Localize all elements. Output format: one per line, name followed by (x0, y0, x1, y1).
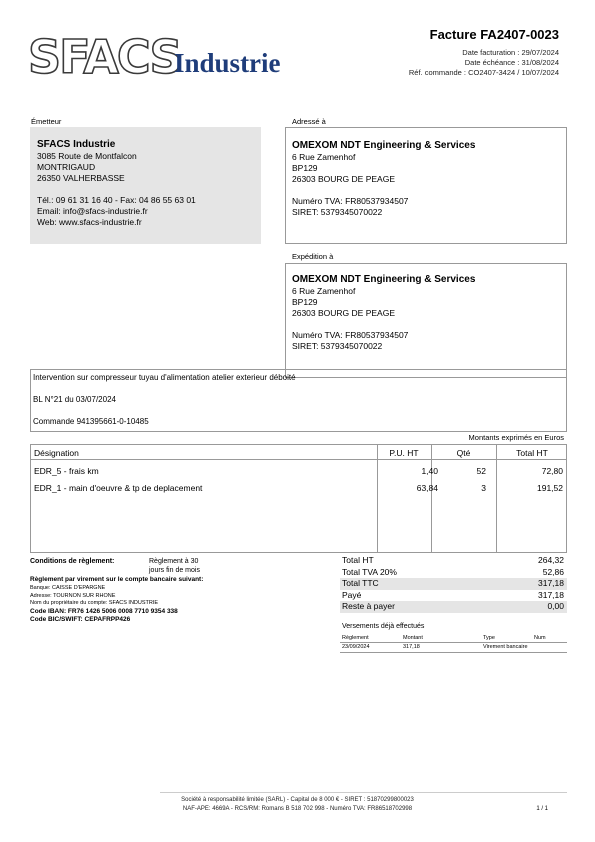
recipient-name: OMEXOM NDT Engineering & Services (292, 140, 476, 151)
invoice-meta (409, 48, 559, 78)
conditions-label: Conditions de règlement: (30, 558, 115, 565)
row-quantity: 52 (476, 466, 486, 476)
total-value: 317,18 (538, 578, 564, 588)
notes-box (30, 369, 567, 432)
emetteur-address-line: 3085 Route de Montfalcon (37, 151, 137, 161)
bic: Code BIC/SWIFT: CEPAFRPP426 (30, 615, 131, 623)
emetteur-address-line: 26350 VALHERBASSE (37, 173, 125, 183)
total-ttc-row (340, 578, 567, 590)
shipping-name: OMEXOM NDT Engineering & Services (292, 274, 476, 285)
row-total: 72,80 (541, 466, 563, 476)
account-owner: Nom du propriétaire du compte: SFACS INDUSTRIE (30, 600, 159, 606)
order-note: Commande 941395661-0-10485 (33, 417, 149, 426)
shipping-siret: SIRET: 5379345070022 (292, 341, 383, 351)
row-quantity: 3 (481, 483, 486, 493)
payment-type: Virement bancaire (483, 644, 528, 650)
emetteur-label: Émetteur (31, 117, 62, 126)
shipping-box (285, 263, 567, 378)
emetteur-name: SFACS Industrie (37, 139, 116, 150)
shipping-address-line: BP129 (292, 297, 318, 307)
col-total: Total HT (516, 448, 548, 458)
shipping-address-line: 6 Rue Zamenhof (292, 286, 356, 296)
footer-legal-line: NAF-APE: 4669A - RCS/RM: Romans B 518 702 998 - Numéro TVA: FR86518702998 (182, 805, 413, 812)
payments-col-num: Num (534, 635, 546, 641)
payments-title: Versements déjà effectués (342, 623, 425, 630)
invoice-date: Date facturation : 29/07/2024 (462, 48, 559, 57)
emetteur-email: Email: info@sfacs-industrie.fr (37, 206, 148, 216)
shipping-vat: Numéro TVA: FR80537934507 (292, 330, 409, 340)
payment-amount: 317,18 (403, 644, 420, 650)
iban: Code IBAN: FR76 1426 5006 0008 7710 9354 338 (30, 607, 178, 615)
logo-mark: SFACS (28, 30, 181, 84)
bank-name: Banque: CAISSE D'EPARGNE (30, 585, 106, 591)
total-label: Total HT (342, 555, 374, 565)
total-label: Total TTC (342, 578, 379, 588)
total-value: 0,00 (547, 601, 564, 611)
payments-col-amount: Montant (403, 635, 423, 641)
recipient-siret: SIRET: 5379345070022 (292, 207, 383, 217)
payments-col-date: Règlement (342, 635, 369, 641)
payment-row (340, 643, 567, 653)
invoice-order-ref: Réf. commande : CO2407-3424 / 10/07/2024 (408, 68, 559, 77)
delivery-note: BL N°21 du 03/07/2024 (33, 395, 116, 404)
payment-conditions (30, 557, 203, 624)
remaining-row (340, 601, 567, 613)
transfer-title: Règlement par virement sur le compte bancaire suivant: (30, 576, 204, 583)
totals-block (340, 555, 567, 613)
page-number: 1 / 1 (536, 806, 548, 812)
total-ht-row (340, 555, 567, 567)
total-value: 317,18 (538, 589, 564, 600)
total-value: 52,86 (542, 566, 564, 577)
bank-address: Adresse: TOURNON SUR RHONE (30, 592, 116, 599)
payments-header (340, 634, 567, 643)
currency-note: Montants exprimés en Euros (468, 433, 564, 442)
emetteur-address-line: MONTRIGAUD (37, 162, 96, 172)
line-items-table (30, 444, 567, 553)
conditions-value: Règlement à 30 jours fin de mois (149, 558, 200, 574)
row-total: 191,52 (537, 483, 563, 493)
invoice-title: Facture FA2407-0023 (429, 27, 559, 42)
footer-divider (160, 792, 567, 793)
col-unit-price: P.U. HT (389, 448, 419, 458)
total-label: Payé (342, 589, 362, 600)
recipient-address-line: BP129 (292, 163, 318, 173)
payments-col-type: Type (483, 635, 495, 641)
row-designation: EDR_1 - main d'oeuvre & tp de deplacement (34, 483, 203, 493)
recipient-label: Adressé à (292, 117, 326, 126)
intervention-note: Intervention sur compresseur tuyau d'alimentation atelier exterieur déboité (33, 373, 296, 382)
col-designation: Désignation (34, 448, 79, 458)
company-logo (28, 32, 288, 82)
payments-block (340, 622, 567, 653)
emetteur-website: Web: www.sfacs-industrie.fr (37, 217, 142, 227)
row-unit-price: 63,84 (416, 483, 438, 493)
paid-row (340, 590, 567, 602)
logo-wordmark: Industrie (174, 48, 281, 78)
emetteur-box (30, 127, 261, 244)
shipping-label: Expédition à (292, 252, 334, 261)
payment-date: 23/09/2024 (342, 644, 370, 650)
total-vat-row (340, 567, 567, 579)
row-unit-price: 1,40 (421, 466, 438, 476)
recipient-address-line: 6 Rue Zamenhof (292, 152, 356, 162)
col-quantity: Qté (456, 448, 471, 458)
recipient-vat: Numéro TVA: FR80537934507 (292, 196, 409, 206)
footer (0, 796, 595, 813)
emetteur-phone: Tél.: 09 61 31 16 40 - Fax: 04 86 55 63 01 (37, 195, 196, 205)
recipient-box (285, 127, 567, 244)
invoice-due-date: Date échéance : 31/08/2024 (464, 58, 559, 67)
footer-legal-line: Société à responsabilité limitée (SARL) - Capital de 8 000 € - SIRET : 51870299800023 (181, 797, 414, 803)
total-value: 264,32 (538, 555, 564, 565)
total-label: Reste à payer (342, 601, 395, 611)
shipping-address-line: 26303 BOURG DE PEAGE (292, 308, 395, 318)
recipient-address-line: 26303 BOURG DE PEAGE (292, 174, 395, 184)
row-designation: EDR_5 - frais km (34, 466, 99, 476)
total-label: Total TVA 20% (342, 566, 397, 577)
